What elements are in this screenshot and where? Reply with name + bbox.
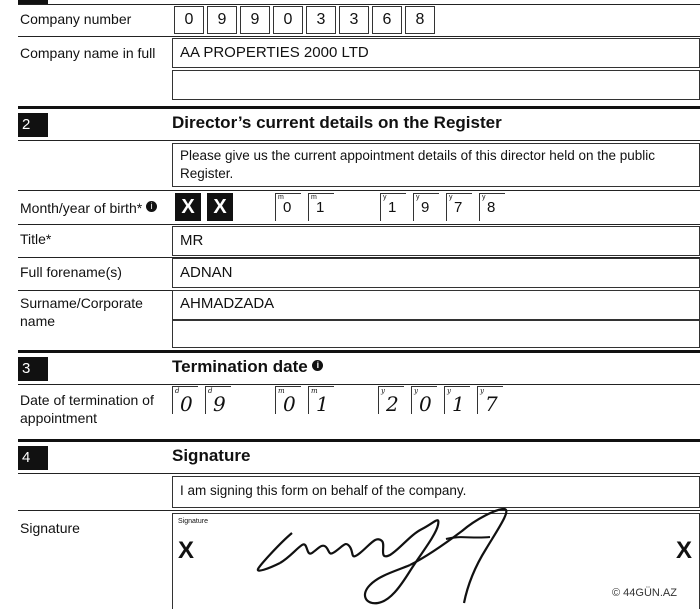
forename-value: ADNAN <box>180 264 233 281</box>
signature-box-caption: Signature <box>178 518 208 525</box>
signature-x-left: X <box>178 537 195 564</box>
signing-statement: I am signing this form on behalf of the company. <box>180 483 467 498</box>
company-number-digit[interactable]: 3 <box>339 6 369 34</box>
digit-hint: y <box>383 194 387 201</box>
company-number-digit[interactable]: 9 <box>207 6 237 34</box>
divider <box>18 36 700 37</box>
forename-field[interactable] <box>172 258 700 288</box>
termination-month-digit[interactable] <box>308 386 334 414</box>
digit-hint: y <box>414 387 418 395</box>
redacted-digit: X <box>175 193 201 221</box>
surname-field-line2[interactable] <box>172 320 700 348</box>
surname-label-line1: Surname/Corporate <box>20 295 143 311</box>
section-4-title: Signature <box>172 446 251 465</box>
section-2-title: Director’s current details on the Register <box>172 113 502 132</box>
company-number-digit[interactable]: 6 <box>372 6 402 34</box>
dob-year-digit[interactable] <box>380 193 406 221</box>
digit-hint: m <box>278 194 284 201</box>
digit-value: 0 <box>419 392 432 416</box>
dob-label <box>20 199 157 217</box>
surname-label <box>20 294 143 330</box>
digit-hint: y <box>381 387 385 395</box>
termination-day-digit[interactable] <box>172 386 198 414</box>
company-number-digit[interactable]: 8 <box>405 6 435 34</box>
digit-value: 0 <box>180 392 193 416</box>
dob-year-digit[interactable] <box>413 193 439 221</box>
section-divider <box>18 106 700 109</box>
termination-label <box>20 391 154 427</box>
digit-hint: y <box>447 387 451 395</box>
digit-hint: y <box>449 194 453 201</box>
termination-month-digit[interactable] <box>275 386 301 414</box>
section-divider <box>18 439 700 442</box>
dob-month-digit[interactable] <box>275 193 301 221</box>
info-icon: i <box>146 201 157 212</box>
section-divider <box>18 350 700 353</box>
termination-label-line2: appointment <box>20 410 98 426</box>
digit-value: 1 <box>452 392 465 416</box>
digit-value: 0 <box>283 392 296 416</box>
digit-value: 1 <box>316 392 329 416</box>
digit-hint: d <box>175 387 180 395</box>
divider <box>18 4 700 5</box>
termination-day-digit[interactable] <box>205 386 231 414</box>
dob-year-digit[interactable] <box>446 193 472 221</box>
termination-year-digit[interactable] <box>378 386 404 414</box>
divider <box>18 224 700 225</box>
digit-value: 9 <box>213 392 226 416</box>
surname-value: AHMADZADA <box>180 295 275 312</box>
digit-value: 9 <box>421 199 430 216</box>
digit-value: 7 <box>454 199 463 216</box>
digit-value: 8 <box>487 199 496 216</box>
digit-hint: m <box>278 387 285 395</box>
forename-label: Full forename(s) <box>20 264 122 280</box>
digit-hint: m <box>311 194 317 201</box>
digit-hint: y <box>480 387 484 395</box>
title-field[interactable] <box>172 226 700 256</box>
divider <box>18 473 700 474</box>
company-name-value: AA PROPERTIES 2000 LTD <box>180 44 369 61</box>
divider <box>18 384 700 385</box>
digit-hint: d <box>208 387 213 395</box>
digit-hint: y <box>416 194 420 201</box>
section-3-number: 3 <box>18 357 48 381</box>
section-4-number: 4 <box>18 446 48 470</box>
title-label: Title* <box>20 231 52 247</box>
company-number-digit[interactable]: 0 <box>174 6 204 34</box>
digit-value: 1 <box>388 199 397 216</box>
signature-label: Signature <box>20 520 80 536</box>
divider <box>18 190 700 191</box>
watermark: © 44GÜN.AZ <box>612 587 677 599</box>
company-name-label: Company name in full <box>20 45 156 61</box>
handwritten-signature <box>250 505 530 609</box>
termination-label-line1: Date of termination of <box>20 392 154 408</box>
digit-value: 1 <box>316 199 325 216</box>
digit-value: 0 <box>283 199 292 216</box>
digit-hint: m <box>311 387 318 395</box>
info-icon: i <box>312 360 323 371</box>
company-number-digit[interactable]: 3 <box>306 6 336 34</box>
dob-month-digit[interactable] <box>308 193 334 221</box>
section-2-instruction: Please give us the current appointment details of this director held on the public Register. <box>180 148 656 181</box>
termination-year-digit[interactable] <box>411 386 437 414</box>
termination-year-digit[interactable] <box>477 386 503 414</box>
company-number-label: Company number <box>20 11 132 27</box>
dob-year-digit[interactable] <box>479 193 505 221</box>
signature-x-right: X <box>676 537 693 564</box>
section-3-title-wrap <box>172 357 323 377</box>
digit-value: 7 <box>485 392 498 416</box>
divider <box>18 140 700 141</box>
dob-label-text: Month/year of birth* <box>20 200 143 216</box>
company-number-digit[interactable]: 9 <box>240 6 270 34</box>
company-name-field-line2[interactable] <box>172 70 700 100</box>
section-2-number: 2 <box>18 113 48 137</box>
company-number-digit[interactable]: 0 <box>273 6 303 34</box>
termination-year-digit[interactable] <box>444 386 470 414</box>
digit-value: 2 <box>386 392 399 416</box>
digit-hint: y <box>482 194 486 201</box>
section-3-title: Termination date <box>172 357 308 376</box>
title-value: MR <box>180 232 204 249</box>
redacted-digit: X <box>207 193 233 221</box>
surname-label-line2: name <box>20 313 56 329</box>
